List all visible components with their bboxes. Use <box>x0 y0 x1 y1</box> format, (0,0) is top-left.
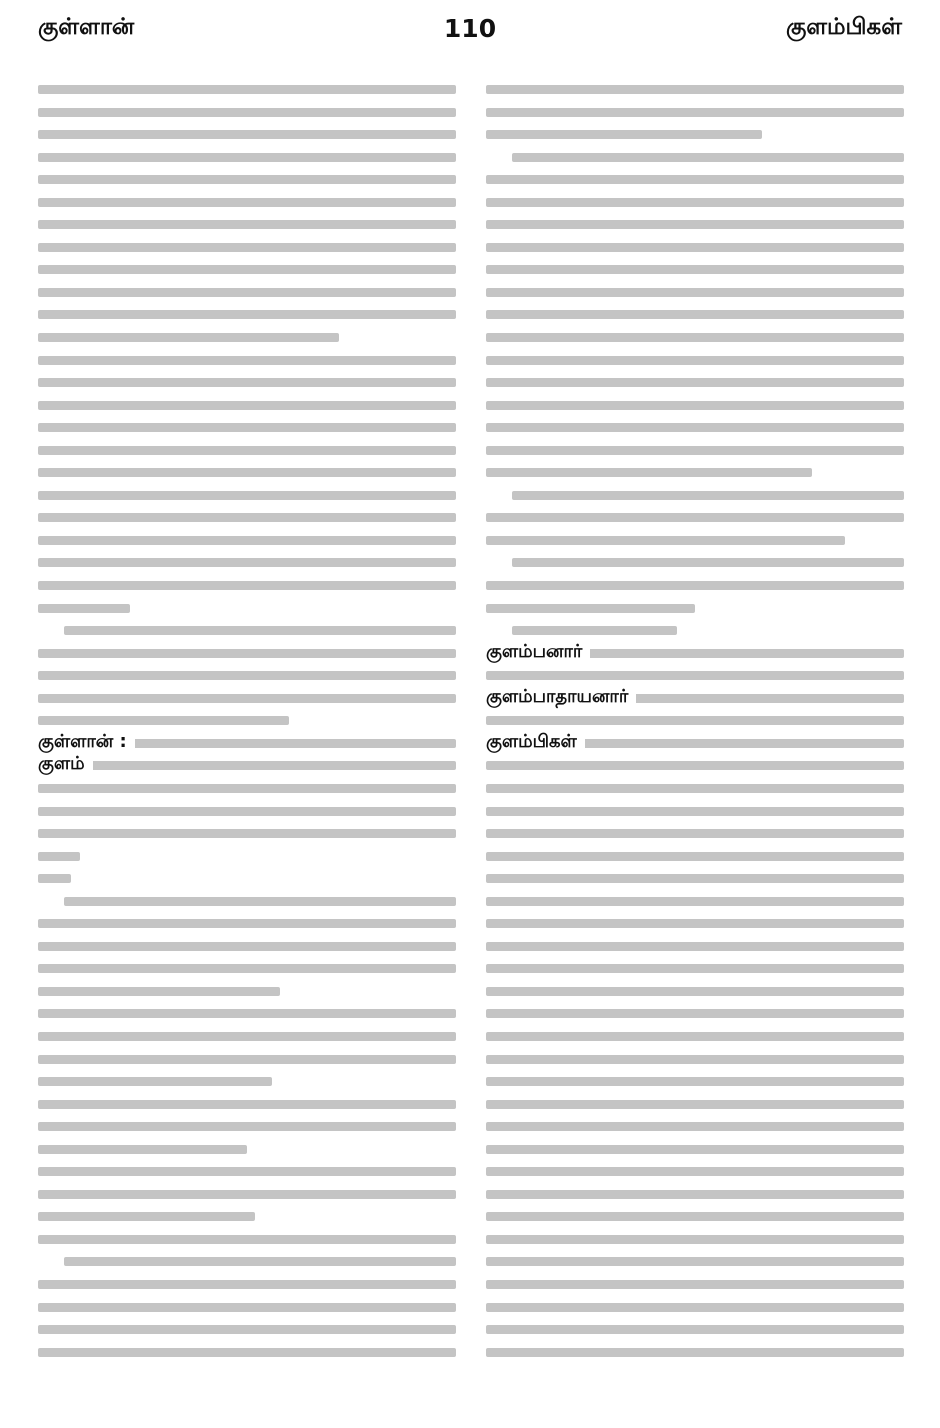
text-line <box>38 351 456 369</box>
text-line-placeholder <box>486 581 904 590</box>
text-line-placeholder <box>38 536 456 545</box>
text-line <box>486 730 904 752</box>
text-line <box>38 959 456 977</box>
text-line <box>486 711 904 729</box>
text-line-placeholder <box>38 852 80 861</box>
text-line-placeholder <box>38 1325 456 1334</box>
text-line <box>38 238 456 256</box>
text-line-placeholder <box>38 85 456 94</box>
text-line-placeholder <box>38 942 456 951</box>
text-line <box>38 1072 456 1090</box>
text-line-placeholder <box>38 716 289 725</box>
text-line-placeholder <box>486 1325 904 1334</box>
text-line <box>486 193 904 211</box>
text-line-placeholder <box>486 919 904 928</box>
text-line <box>38 441 456 459</box>
text-line <box>486 103 904 121</box>
text-line <box>38 802 456 820</box>
text-line <box>486 937 904 955</box>
text-line <box>486 441 904 459</box>
text-line-placeholder <box>486 671 904 680</box>
text-line-placeholder <box>38 423 456 432</box>
text-line <box>486 148 904 166</box>
text-line-placeholder <box>38 1055 456 1064</box>
text-line <box>38 779 456 797</box>
text-line-placeholder <box>486 446 904 455</box>
text-line <box>486 1298 904 1316</box>
text-line-placeholder <box>486 874 904 883</box>
text-line <box>486 756 904 774</box>
text-line-placeholder <box>486 468 812 477</box>
text-line-placeholder <box>38 671 456 680</box>
text-line <box>38 283 456 301</box>
text-line-placeholder <box>38 198 456 207</box>
text-line-placeholder <box>38 1167 456 1176</box>
text-line <box>38 621 456 639</box>
text-line-placeholder <box>486 1280 904 1289</box>
text-line-placeholder <box>512 491 904 500</box>
text-line <box>486 959 904 977</box>
text-line-placeholder <box>486 1100 904 1109</box>
text-line-placeholder <box>486 1190 904 1199</box>
text-line <box>486 824 904 842</box>
text-line <box>486 576 904 594</box>
text-line-placeholder <box>38 919 456 928</box>
text-line <box>486 1095 904 1113</box>
text-line-placeholder <box>486 1122 904 1131</box>
text-line-placeholder <box>38 265 456 274</box>
text-line-placeholder <box>38 288 456 297</box>
text-line-placeholder <box>38 807 456 816</box>
text-line <box>486 260 904 278</box>
text-line <box>38 418 456 436</box>
text-line <box>486 351 904 369</box>
text-line-placeholder <box>486 1257 904 1266</box>
text-line <box>38 170 456 188</box>
text-line-placeholder <box>486 265 904 274</box>
text-line <box>486 1185 904 1203</box>
text-line-placeholder <box>486 536 845 545</box>
text-line-placeholder <box>486 130 762 139</box>
text-line <box>486 486 904 504</box>
text-line-placeholder <box>486 1167 904 1176</box>
text-line <box>486 869 904 887</box>
text-line <box>38 892 456 910</box>
text-line-placeholder <box>38 1190 456 1199</box>
text-line-placeholder <box>38 378 456 387</box>
right-column <box>486 80 904 1410</box>
text-line <box>38 553 456 571</box>
text-line-placeholder <box>486 807 904 816</box>
text-line-placeholder <box>38 491 456 500</box>
text-line <box>486 215 904 233</box>
entry-headword: குளம்பிகள் <box>486 731 585 754</box>
text-line-placeholder <box>38 310 456 319</box>
text-line-placeholder <box>486 175 904 184</box>
text-line <box>486 640 904 662</box>
text-line-placeholder <box>486 1145 904 1154</box>
text-line-placeholder <box>486 513 904 522</box>
text-line <box>38 644 456 662</box>
text-line-placeholder <box>38 964 456 973</box>
text-line-placeholder <box>486 198 904 207</box>
text-line-placeholder <box>512 626 677 635</box>
text-line-placeholder <box>38 829 456 838</box>
text-line <box>38 1275 456 1293</box>
text-line-placeholder <box>486 987 904 996</box>
text-line-placeholder <box>64 626 456 635</box>
text-line-placeholder <box>38 874 71 883</box>
text-line-placeholder <box>486 85 904 94</box>
text-line <box>486 125 904 143</box>
text-line <box>38 373 456 391</box>
text-line-placeholder <box>38 108 456 117</box>
text-line <box>486 1027 904 1045</box>
text-line-placeholder <box>486 333 904 342</box>
left-column <box>38 80 456 1410</box>
text-line-placeholder <box>38 446 456 455</box>
text-line <box>38 937 456 955</box>
text-line <box>486 1343 904 1361</box>
text-line-placeholder <box>38 1348 456 1357</box>
text-line-placeholder <box>38 558 456 567</box>
text-line <box>38 328 456 346</box>
text-line <box>38 753 456 775</box>
text-line <box>486 914 904 932</box>
text-line-placeholder <box>486 852 904 861</box>
text-line <box>38 215 456 233</box>
text-line <box>486 1320 904 1338</box>
text-line <box>486 1275 904 1293</box>
text-line-placeholder <box>38 1235 456 1244</box>
text-line <box>486 599 904 617</box>
text-line-placeholder <box>38 1303 456 1312</box>
text-line <box>486 666 904 684</box>
text-line-placeholder <box>38 1100 456 1109</box>
text-line-placeholder <box>486 1348 904 1357</box>
text-line <box>38 193 456 211</box>
text-line <box>38 1298 456 1316</box>
text-line-placeholder <box>38 649 456 658</box>
text-line-placeholder <box>486 761 904 770</box>
text-line <box>38 824 456 842</box>
text-line <box>38 1320 456 1338</box>
text-line <box>38 1027 456 1045</box>
text-line <box>38 1050 456 1068</box>
text-line <box>38 396 456 414</box>
text-line <box>486 283 904 301</box>
text-line-placeholder <box>38 581 456 590</box>
text-line-placeholder <box>38 130 456 139</box>
text-line-placeholder <box>64 897 456 906</box>
text-line <box>38 847 456 865</box>
text-line <box>38 1207 456 1225</box>
text-line-placeholder <box>486 288 904 297</box>
text-line-placeholder <box>38 513 456 522</box>
text-line <box>486 892 904 910</box>
text-line-placeholder <box>38 220 456 229</box>
text-line <box>486 1140 904 1158</box>
entry-headword: குளம் <box>38 753 93 776</box>
text-line <box>38 1140 456 1158</box>
text-line-placeholder <box>38 1212 255 1221</box>
text-line-placeholder <box>38 468 456 477</box>
text-line <box>486 531 904 549</box>
text-line-placeholder <box>64 1257 456 1266</box>
text-line <box>486 328 904 346</box>
text-line <box>38 1095 456 1113</box>
text-line <box>486 1252 904 1270</box>
text-line-placeholder <box>38 175 456 184</box>
page-number: 110 <box>443 14 497 43</box>
text-line-placeholder <box>486 356 904 365</box>
text-line-placeholder <box>486 829 904 838</box>
text-line-placeholder <box>38 694 456 703</box>
text-line <box>486 170 904 188</box>
text-line <box>486 80 904 98</box>
entry-headword: குளம்பனார் <box>486 641 590 664</box>
entry-headword: குள்ளான் : <box>38 731 135 754</box>
text-line <box>486 1230 904 1248</box>
text-line <box>38 1004 456 1022</box>
text-line <box>486 685 904 707</box>
text-line <box>38 1343 456 1361</box>
text-line <box>486 847 904 865</box>
text-line <box>486 238 904 256</box>
text-line <box>486 1117 904 1135</box>
text-line <box>486 779 904 797</box>
text-line-placeholder <box>38 1009 456 1018</box>
text-line-placeholder <box>38 1145 247 1154</box>
text-line <box>38 869 456 887</box>
text-line-placeholder <box>38 987 280 996</box>
text-line-placeholder <box>38 153 456 162</box>
text-line <box>486 305 904 323</box>
text-line <box>38 1117 456 1135</box>
text-line <box>38 1230 456 1248</box>
text-line <box>38 730 456 752</box>
text-line <box>38 486 456 504</box>
text-line <box>38 689 456 707</box>
text-line-placeholder <box>38 1122 456 1131</box>
text-line-placeholder <box>38 784 456 793</box>
text-line <box>38 103 456 121</box>
text-line <box>38 260 456 278</box>
text-line <box>486 1162 904 1180</box>
text-line <box>486 1004 904 1022</box>
text-line <box>38 1185 456 1203</box>
text-line <box>38 463 456 481</box>
text-line-placeholder <box>486 784 904 793</box>
text-line <box>486 621 904 639</box>
text-line <box>38 914 456 932</box>
text-line <box>38 148 456 166</box>
text-line <box>38 576 456 594</box>
text-line <box>38 599 456 617</box>
text-line-placeholder <box>486 1235 904 1244</box>
running-header-left: குள்ளான் <box>38 14 135 40</box>
entry-headword: குளம்பாதாயனார் <box>486 686 636 709</box>
text-line-placeholder <box>486 604 695 613</box>
text-line-placeholder <box>486 1077 904 1086</box>
text-line-placeholder <box>486 897 904 906</box>
text-line <box>38 508 456 526</box>
text-line-placeholder <box>486 378 904 387</box>
text-line-placeholder <box>486 1009 904 1018</box>
text-line <box>486 418 904 436</box>
text-line <box>38 711 456 729</box>
text-line-placeholder <box>38 604 130 613</box>
text-line-placeholder <box>486 401 904 410</box>
text-line <box>486 508 904 526</box>
text-line-placeholder <box>512 153 904 162</box>
text-line-placeholder <box>486 220 904 229</box>
text-line <box>38 666 456 684</box>
text-line-placeholder <box>486 108 904 117</box>
text-line <box>38 982 456 1000</box>
text-line-placeholder <box>486 1032 904 1041</box>
text-line <box>486 553 904 571</box>
text-line-placeholder <box>486 942 904 951</box>
text-line-placeholder <box>38 356 456 365</box>
text-line <box>38 1252 456 1270</box>
text-line <box>486 396 904 414</box>
text-line <box>486 1072 904 1090</box>
text-line-placeholder <box>38 333 339 342</box>
text-line <box>486 982 904 1000</box>
text-line-placeholder <box>486 1055 904 1064</box>
text-line <box>486 1207 904 1225</box>
text-line-placeholder <box>512 558 904 567</box>
text-line-placeholder <box>38 401 456 410</box>
text-line-placeholder <box>38 1077 272 1086</box>
text-line <box>38 531 456 549</box>
text-line-placeholder <box>486 310 904 319</box>
text-line <box>486 1050 904 1068</box>
text-line-placeholder <box>38 1032 456 1041</box>
text-line <box>486 802 904 820</box>
text-line-placeholder <box>486 243 904 252</box>
text-line <box>486 373 904 391</box>
text-line-placeholder <box>38 243 456 252</box>
text-line-placeholder <box>486 1303 904 1312</box>
text-line <box>38 1162 456 1180</box>
text-line <box>486 463 904 481</box>
text-line-placeholder <box>38 1280 456 1289</box>
text-line <box>38 125 456 143</box>
running-header-right: குளம்பிகள் <box>785 14 902 40</box>
text-line <box>38 305 456 323</box>
text-line-placeholder <box>486 1212 904 1221</box>
text-line-placeholder <box>486 964 904 973</box>
text-line-placeholder <box>486 716 904 725</box>
text-line-placeholder <box>38 761 456 770</box>
text-line-placeholder <box>486 423 904 432</box>
text-line <box>38 80 456 98</box>
